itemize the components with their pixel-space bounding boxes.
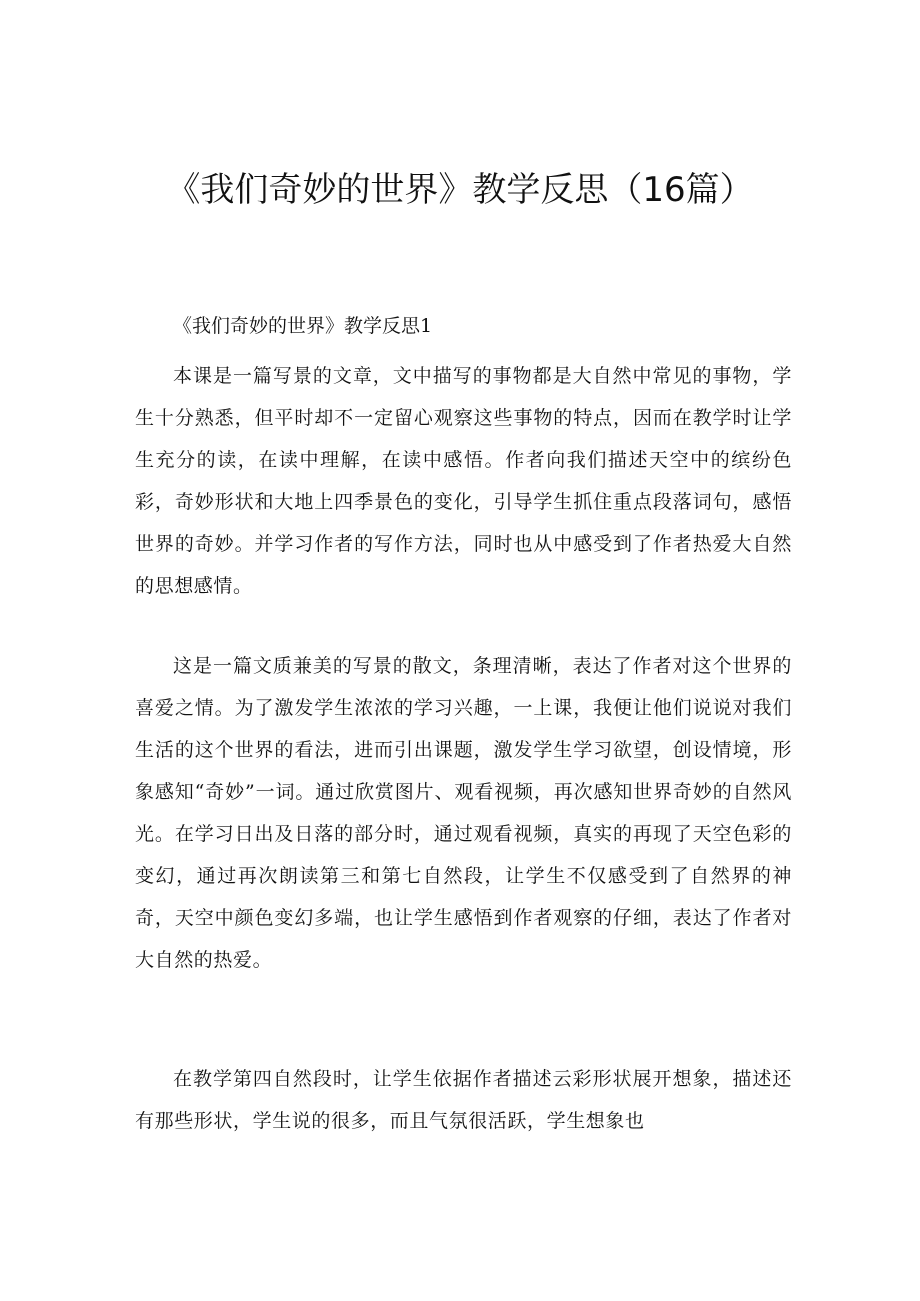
paragraph-3: 在教学第四自然段时，让学生依据作者描述云彩形状展开想象，描述还有那些形状，学生说的很多，而且气氛很活跃，学生想象也	[135, 1068, 792, 1132]
section-heading: 《我们奇妙的世界》教学反思1	[173, 315, 433, 337]
document-title: 《我们奇妙的世界》教学反思（16篇）	[166, 170, 754, 210]
paragraph-2: 这是一篇文质兼美的写景的散文，条理清晰，表达了作者对这个世界的喜爱之情。为了激发学生浓浓的学习兴趣，一上课，我便让他们说说对我们生活的这个世界的看法，进而引出课题，激发学生学习欲望，创设情境，形象感知“奇妙”一词。通过欣赏图片、观看视频，再次感知世界奇妙的自然风光。在学习日出及日落的部分时，通过观看视频，真实的再现了天空色彩的变幻，通过再次朗读第三和第七自然段，让学生不仅感受到了自然界的神奇，天空中颜色变幻多端，也让学生感悟到作者观察的仔细，表达了作者对大自然的热爱。	[135, 655, 792, 971]
paragraph-1: 本课是一篇写景的文章，文中描写的事物都是大自然中常见的事物，学生十分熟悉，但平时却不一定留心观察这些事物的特点，因而在教学时让学生充分的读，在读中理解，在读中感悟。作者向我们描述天空中的缤纷色彩，奇妙形状和大地上四季景色的变化，引导学生抓住重点段落词句，感悟世界的奇妙。并学习作者的写作方法，同时也从中感受到了作者热爱大自然的思想感情。	[135, 365, 792, 597]
